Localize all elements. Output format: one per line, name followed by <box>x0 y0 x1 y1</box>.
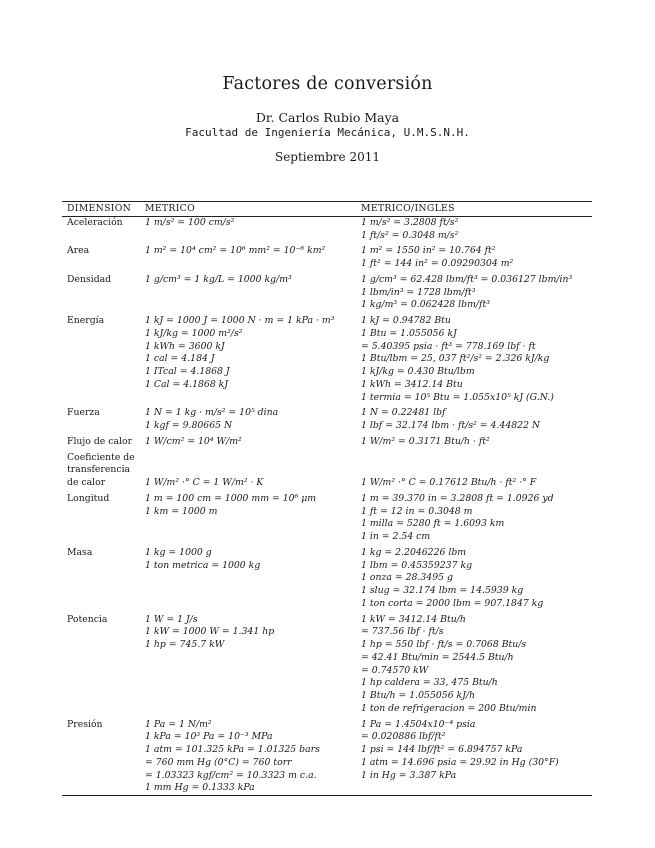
cell-line: de calor <box>67 477 106 488</box>
cell-line: 1 g/cm³ = 62.428 lbm/ft³ = 0.036127 lbm/in³ <box>361 273 573 285</box>
cell-line: 1 Btu/h = 1.055056 kJ/h <box>361 690 476 701</box>
english-cell <box>359 452 592 490</box>
table-row <box>62 493 592 544</box>
table-row <box>62 274 592 312</box>
table-row <box>62 719 592 796</box>
english-cell <box>359 719 592 796</box>
cell-line <box>361 464 592 477</box>
table-row <box>62 452 592 490</box>
cell-line: 1 lbm/in³ = 1728 lbm/ft³ <box>361 286 476 298</box>
table-header <box>62 202 592 217</box>
document-date: Septiembre 2011 <box>274 150 381 164</box>
dimension-cell <box>62 407 143 433</box>
cell-line: 1 W/m² ·° C = 0.17612 Btu/h · ft² ·° F <box>361 477 537 488</box>
cell-line: 1 ITcal = 4.1868 J <box>145 366 230 377</box>
table-row <box>62 245 592 271</box>
cell-line <box>361 452 592 465</box>
english-cell <box>359 614 592 716</box>
cell-line: 1 cal = 4.184 J <box>145 353 215 365</box>
english-cell <box>359 407 592 433</box>
metric-cell <box>143 436 359 449</box>
cell-line: 1 m² = 1550 in² = 10.764 ft² <box>361 245 496 257</box>
cell-line: 1 W/cm² = 10⁴ W/m² <box>145 435 242 447</box>
cell-line: 1 g/cm³ = 1 kg/L = 1000 kg/m³ <box>145 273 292 285</box>
cell-line: = 0.74570 kW <box>361 664 429 676</box>
cell-line: 1 in Hg = 3.387 kPa <box>361 769 457 781</box>
cell-line: transferencia <box>67 464 131 476</box>
english-cell <box>359 547 592 611</box>
cell-line: 1 m² = 10⁴ cm² = 10⁶ mm² = 10⁻⁶ km² <box>145 245 326 257</box>
cell-line: 1 kg = 2.2046226 lbm <box>361 546 467 558</box>
cell-line: = 42.41 Btu/min = 2544.5 Btu/h <box>361 651 514 663</box>
cell-line: 1 lbf = 32.174 lbm · ft/s² = 4.44822 N <box>361 420 541 431</box>
dimension-cell <box>62 547 143 611</box>
cell-line: 1 ton corta = 2000 lbm = 907.1847 kg <box>361 597 544 609</box>
table-row <box>62 407 592 433</box>
cell-line: 1 kW = 3412.14 Btu/h <box>361 613 466 625</box>
cell-line: 1 hp caldera = 33, 475 Btu/h <box>361 677 498 689</box>
dimension-cell <box>62 452 143 490</box>
dimension-cell <box>62 217 143 243</box>
english-cell <box>359 436 592 449</box>
cell-line: 1 kPa = 10³ Pa = 10⁻³ MPa <box>145 731 273 743</box>
cell-line: 1 kJ = 0.94782 Btu <box>361 315 451 326</box>
cell-line: 1 ton metrica = 1000 kg <box>145 559 261 571</box>
cell-line: 1 ft² = 144 in² = 0.09290304 m² <box>361 258 514 269</box>
header-metric: METRICO <box>145 203 196 214</box>
cell-line: 1 W/m² ·° C = 1 W/m² · K <box>145 477 264 488</box>
cell-line: = 760 mm Hg (0°C) = 760 torr <box>145 756 292 768</box>
cell-line: Fuerza <box>67 407 100 419</box>
cell-line: 1 m = 39.370 in = 3.2808 ft = 1.0926 yd <box>361 492 554 504</box>
cell-line: 1 km = 1000 m <box>145 505 218 517</box>
metric-cell <box>143 547 359 611</box>
conversion-table <box>62 201 592 796</box>
dimension-cell <box>62 245 143 271</box>
cell-line: 1 m/s² = 3.2808 ft/s² <box>361 216 459 228</box>
metric-cell <box>143 452 359 490</box>
cell-line: Flujo de calor <box>67 435 133 447</box>
cell-line: 1 ft = 12 in = 0.3048 m <box>361 505 473 517</box>
cell-line: 1 m/s² = 100 cm/s² <box>145 216 235 228</box>
cell-line: 1 Btu = 1.055056 kJ <box>361 327 457 339</box>
cell-line: Potencia <box>67 613 108 625</box>
header-dimension: DIMENSION <box>67 203 132 214</box>
cell-line: 1 kg = 1000 g <box>145 546 212 558</box>
cell-line: 1 N = 0.22481 lbf <box>361 407 446 419</box>
cell-line: 1 slug = 32.174 lbm = 14.5939 kg <box>361 585 524 596</box>
cell-line: 1 kW = 1000 W = 1.341 hp <box>145 626 275 638</box>
cell-line: 1 atm = 101.325 kPa = 1.01325 bars <box>145 744 320 755</box>
cell-line: = 737.56 lbf · ft/s <box>361 626 444 638</box>
english-cell <box>359 245 592 271</box>
cell-line: 1 hp = 745.7 kW <box>145 639 225 650</box>
metric-cell <box>143 217 359 243</box>
cell-line: 1 psi = 144 lbf/ft² = 6.894757 kPa <box>361 744 523 755</box>
cell-line: 1 Pa = 1.4504x10⁻⁴ psia <box>361 718 476 730</box>
cell-line: Area <box>67 245 90 257</box>
cell-line: Energía <box>67 315 105 326</box>
metric-cell <box>143 493 359 544</box>
cell-line: 1 N = 1 kg · m/s² = 10⁵ dina <box>145 407 279 419</box>
english-cell <box>359 217 592 243</box>
table-row <box>62 315 592 404</box>
metric-cell <box>143 614 359 716</box>
table-row <box>62 547 592 611</box>
dimension-cell <box>62 274 143 312</box>
cell-line: 1 ton de refrigeracion = 200 Btu/min <box>361 702 537 714</box>
cell-line: Aceleración <box>67 216 123 228</box>
cell-line: 1 Btu/lbm = 25, 037 ft²/s² = 2.326 kJ/kg <box>361 353 550 365</box>
cell-line: 1 milla = 5280 ft = 1.6093 km <box>361 518 505 530</box>
document-title: Factores de conversión <box>222 74 433 94</box>
cell-line: 1 kJ = 1000 J = 1000 N · m = 1 kPa · m³ <box>145 315 335 326</box>
cell-line: Longitud <box>67 492 110 504</box>
cell-line: Masa <box>67 546 93 558</box>
cell-line: 1 termia = 10⁵ Btu = 1.055x10⁵ kJ (G.N.) <box>361 391 554 403</box>
cell-line: 1 hp = 550 lbf · ft/s = 0.7068 Btu/s <box>361 639 527 650</box>
cell-line <box>145 464 359 477</box>
cell-line: 1 kgf = 9.80665 N <box>145 420 233 431</box>
dimension-cell <box>62 315 143 404</box>
cell-line: 1 kWh = 3600 kJ <box>145 340 225 352</box>
cell-line: 1 W/m² = 0.3171 Btu/h · ft² <box>361 435 490 447</box>
cell-line: 1 Cal = 4.1868 kJ <box>145 378 229 390</box>
cell-line <box>145 452 359 465</box>
cell-line: = 0.020886 lbf/ft² <box>361 731 446 743</box>
table-row <box>62 614 592 716</box>
cell-line: 1 W = 1 J/s <box>145 613 198 625</box>
cell-line: 1 Pa = 1 N/m² <box>145 718 212 730</box>
metric-cell <box>143 719 359 796</box>
cell-line: 1 kg/m³ = 0.062428 lbm/ft³ <box>361 299 490 311</box>
english-cell <box>359 493 592 544</box>
metric-cell <box>143 315 359 404</box>
cell-line: = 1.03323 kgf/cm² = 10.3323 m c.a. <box>145 769 317 781</box>
cell-line: 1 lbm = 0.45359237 kg <box>361 559 473 571</box>
cell-line: 1 kJ/kg = 1000 m²/s² <box>145 327 243 339</box>
table-body <box>62 217 592 795</box>
english-cell <box>359 274 592 312</box>
metric-cell <box>143 245 359 271</box>
header-metric-english: METRICO/INGLES <box>361 203 455 214</box>
cell-line: 1 m = 100 cm = 1000 mm = 10⁶ μm <box>145 492 317 504</box>
faculty-name: Facultad de Ingeniería Mecánica, U.M.S.N.H. <box>185 126 470 139</box>
cell-line: Densidad <box>67 273 112 285</box>
table-row <box>62 217 592 243</box>
cell-line: 1 mm Hg = 0.1333 kPa <box>145 782 255 794</box>
metric-cell <box>143 274 359 312</box>
cell-line: 1 kWh = 3412.14 Btu <box>361 378 463 390</box>
english-cell <box>359 315 592 404</box>
cell-line: 1 kJ/kg = 0.430 Btu/lbm <box>361 366 475 377</box>
cell-line: 1 in = 2.54 cm <box>361 531 431 542</box>
dimension-cell <box>62 614 143 716</box>
cell-line: 1 onza = 28.3495 g <box>361 572 453 584</box>
cell-line: Presión <box>67 718 103 730</box>
table-row <box>62 436 592 449</box>
dimension-cell <box>62 493 143 544</box>
cell-line: Coeficiente de <box>67 451 135 463</box>
cell-line: = 5.40395 psia · ft³ = 778.169 lbf · ft <box>361 340 536 352</box>
author-name: Dr. Carlos Rubio Maya <box>255 110 400 125</box>
dimension-cell <box>62 436 143 449</box>
dimension-cell <box>62 719 143 796</box>
cell-line: 1 atm = 14.696 psia = 29.92 in Hg (30°F) <box>361 756 559 768</box>
cell-line: 1 ft/s² = 0.3048 m/s² <box>361 229 459 241</box>
metric-cell <box>143 407 359 433</box>
